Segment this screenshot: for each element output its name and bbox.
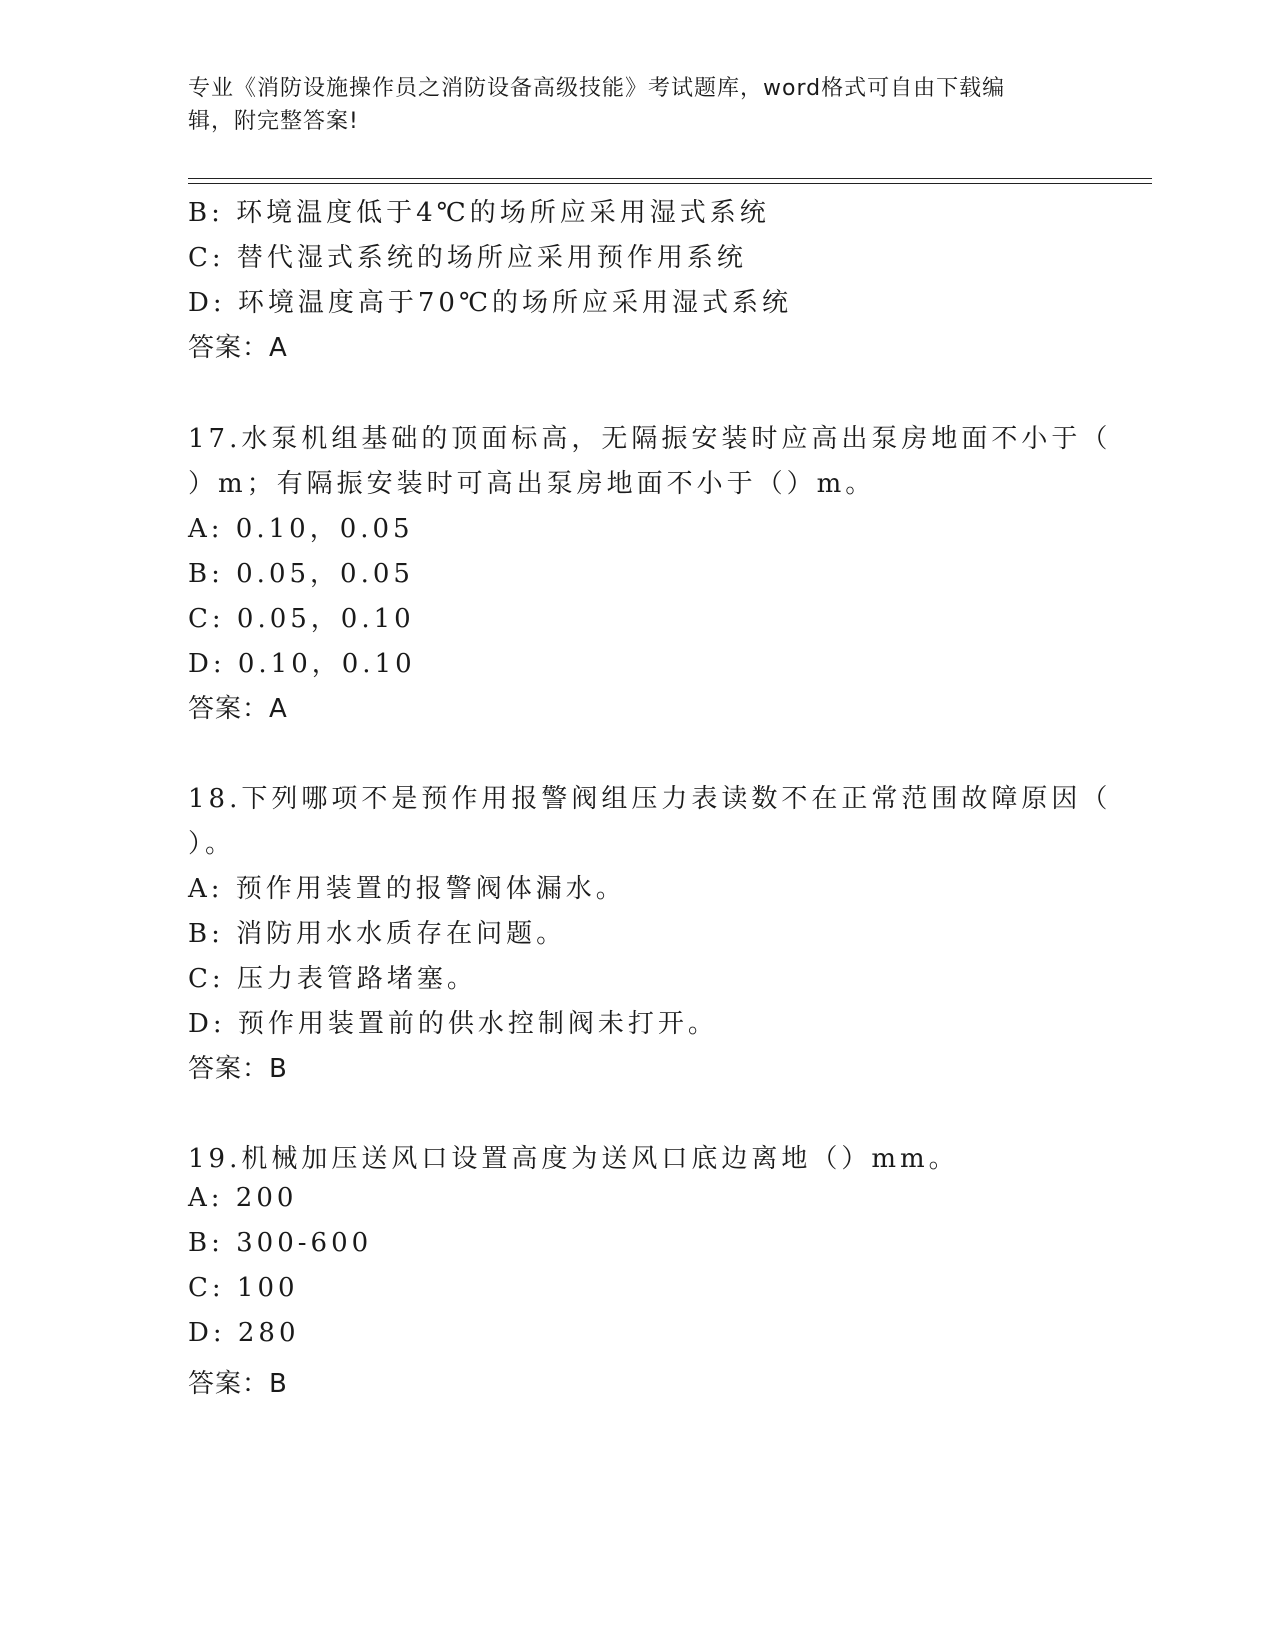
header-line-1: 专业《消防设施操作员之消防设备高级技能》考试题库，word格式可自由下载编 [188, 76, 1006, 101]
prev-option-b: B: 环境温度低于4℃的场所应采用湿式系统 [188, 198, 770, 228]
header-divider-top [188, 178, 1152, 179]
q18-answer: 答案：B [188, 1054, 288, 1084]
q17-option-d: D: 0.10，0.10 [188, 649, 416, 679]
q17-answer: 答案：A [188, 694, 288, 724]
header-divider-bottom [188, 183, 1152, 184]
prev-answer: 答案：A [188, 333, 288, 363]
q19-option-c: C: 100 [188, 1273, 299, 1303]
q18-stem-line-2: ）。 [188, 829, 236, 859]
q17-option-b: B: 0.05，0.05 [188, 559, 414, 589]
q17-stem-line-1: 17.水泵机组基础的顶面标高，无隔振安装时应高出泵房地面不小于（ [188, 424, 1112, 454]
q18-stem-line-1: 18.下列哪项不是预作用报警阀组压力表读数不在正常范围故障原因（ [188, 784, 1112, 814]
q18-option-c: C: 压力表管路堵塞。 [188, 964, 477, 994]
q17-option-a: A: 0.10，0.05 [188, 514, 414, 544]
q19-option-d: D: 280 [188, 1318, 300, 1348]
q17-stem-line-2: ）m；有隔振安装时可高出泵房地面不小于（）m。 [188, 469, 876, 499]
q18-option-a: A: 预作用装置的报警阀体漏水。 [188, 874, 626, 904]
header-line-2: 辑，附完整答案! [188, 109, 359, 134]
prev-option-c: C: 替代湿式系统的场所应采用预作用系统 [188, 243, 747, 273]
q19-option-a: A: 200 [188, 1183, 298, 1213]
document-header [188, 72, 1068, 138]
q18-option-d: D: 预作用装置前的供水控制阀未打开。 [188, 1009, 718, 1039]
q19-answer: 答案：B [188, 1369, 288, 1399]
q19-option-b: B: 300-600 [188, 1228, 373, 1258]
prev-option-d: D: 环境温度高于70℃的场所应采用湿式系统 [188, 288, 793, 318]
q17-option-c: C: 0.05，0.10 [188, 604, 415, 634]
q18-option-b: B: 消防用水水质存在问题。 [188, 919, 567, 949]
q19-stem-line-1: 19.机械加压送风口设置高度为送风口底边离地（）mm。 [188, 1144, 959, 1174]
